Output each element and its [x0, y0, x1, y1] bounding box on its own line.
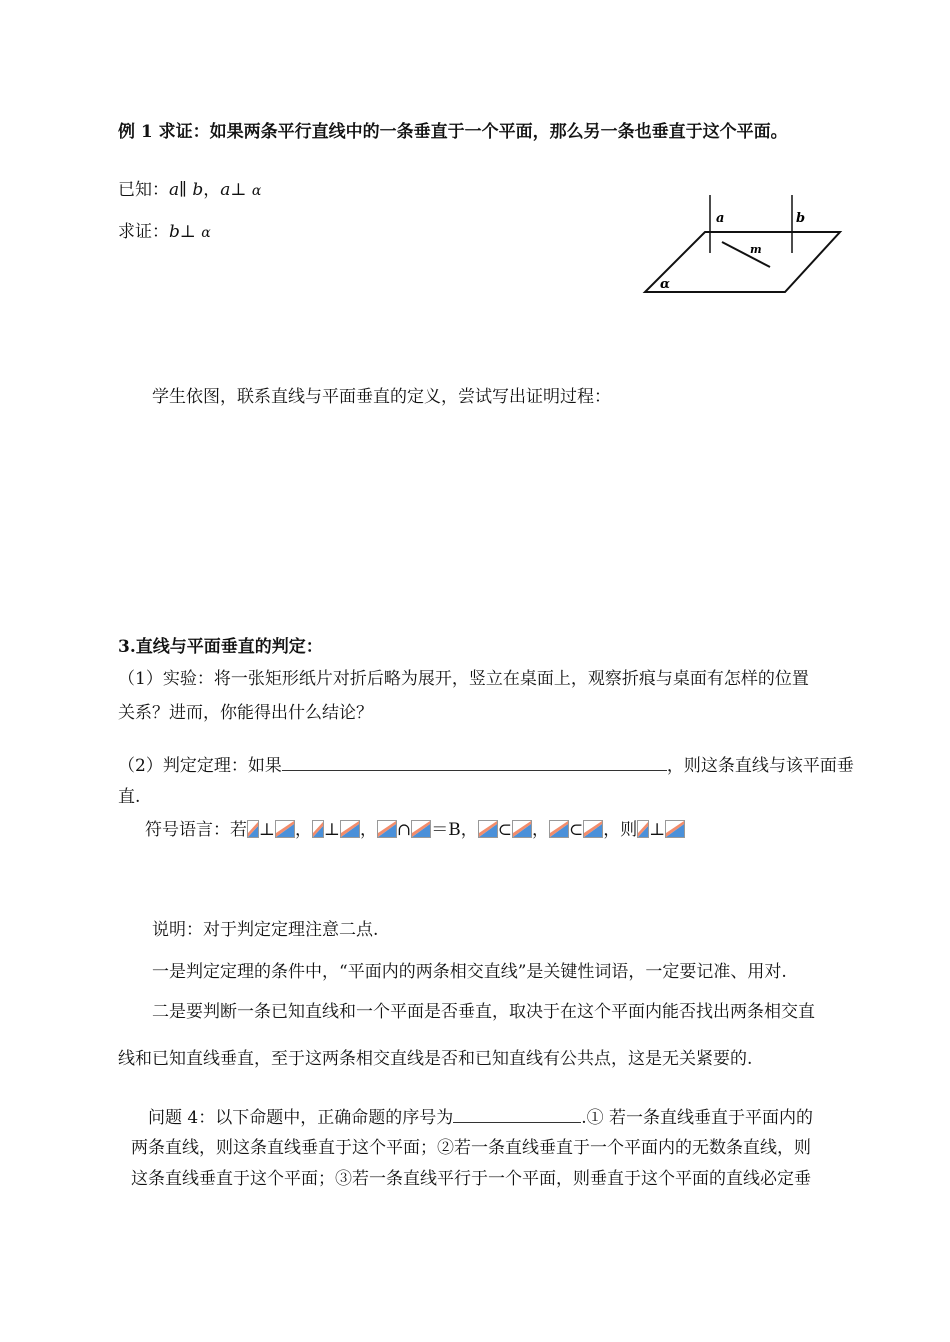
given-parallel: ∥	[179, 180, 187, 200]
prove-b: b	[169, 222, 180, 242]
given-b: b	[192, 180, 204, 200]
broken-image-icon	[340, 820, 360, 838]
symbol-language-line	[145, 818, 685, 842]
theorem-answer-blank[interactable]	[282, 752, 667, 771]
broken-image-icon	[411, 820, 431, 838]
broken-image-icon	[512, 820, 532, 838]
question4-prefix: 问题 4：以下命题中，正确命题的序号为	[148, 1108, 454, 1128]
figure-label-b: b	[796, 211, 806, 226]
question4-line-1	[148, 1104, 813, 1130]
cap-symbol: ∩	[397, 820, 412, 840]
comma: ，	[532, 820, 549, 840]
question4-line-2: 两条直线，则这条直线垂直于这个平面；②若一条直线垂直于一个平面内的无数条直线，则	[131, 1138, 811, 1158]
experiment-line-2: 关系？进而，你能得出什么结论？	[118, 703, 373, 723]
symbol-prefix: 符号语言：若	[145, 820, 247, 840]
perp-symbol: ⊥	[259, 820, 275, 840]
subset-symbol: ⊂	[497, 820, 512, 840]
given-alpha: α	[251, 183, 262, 199]
perp-symbol: ⊥	[324, 820, 340, 840]
broken-image-icon	[312, 820, 324, 838]
notes-point-2-line-2: 线和已知直线垂直，至于这两条相交直线是否和已知直线有公共点，这是无关紧要的.	[118, 1049, 753, 1069]
broken-image-icon	[275, 820, 295, 838]
theorem-prefix: （2）判定定理：如果	[118, 756, 282, 776]
theorem-suffix: ，则这条直线与该平面垂	[666, 756, 854, 776]
prove-perp: ⊥	[179, 222, 196, 242]
comma: ，	[603, 820, 621, 840]
broken-image-icon	[665, 820, 685, 838]
plane-perpendicular-lines-figure	[640, 195, 850, 300]
subset-symbol: ⊂	[569, 820, 584, 840]
theorem-line-2: 直.	[118, 787, 141, 807]
question4-after-blank: .① 若一条直线垂直于平面内的	[581, 1108, 814, 1128]
comma: ，	[295, 820, 312, 840]
notes-point-1: 一是判定定理的条件中，“平面内的两条相交直线”是关键性词语，一定要记准、用对.	[152, 962, 787, 982]
given-perp: ⊥	[230, 180, 247, 200]
prove-alpha: α	[201, 225, 211, 241]
broken-image-icon	[478, 820, 498, 838]
broken-image-icon	[583, 820, 603, 838]
notes-intro: 说明：对于判定定理注意二点.	[152, 920, 379, 940]
comma: ，	[460, 820, 478, 840]
broken-image-icon	[549, 820, 569, 838]
notes-point-2-line-1: 二是要判断一条已知直线和一个平面是否垂直，取决于在这个平面内能否找出两条相交直	[152, 1002, 815, 1022]
given-a: a	[169, 180, 180, 200]
figure-label-a: a	[716, 211, 725, 226]
given-a2: a	[220, 180, 231, 200]
prove-prefix: 求证：	[118, 222, 169, 242]
plane-alpha-shape	[645, 232, 840, 292]
broken-image-icon	[247, 820, 259, 838]
figure-label-m: m	[750, 243, 762, 256]
given-line	[118, 178, 261, 203]
comma: ，	[360, 820, 377, 840]
question4-answer-blank[interactable]	[453, 1104, 581, 1123]
given-prefix: 已知：	[118, 180, 169, 200]
question4-line-3: 这条直线垂直于这个平面；③若一条直线平行于一个平面，则垂直于这个平面的直线必定垂	[131, 1169, 811, 1189]
then-word: 则	[620, 820, 638, 840]
student-instruction: 学生依图，联系直线与平面垂直的定义，尝试写出证明过程：	[152, 387, 611, 407]
experiment-line-1: （1）实验：将一张矩形纸片对折后略为展开，竖立在桌面上，观察折痕与桌面有怎样的位置	[118, 669, 809, 689]
equals-b: ＝B	[431, 820, 461, 840]
section3-heading: 3.直线与平面垂直的判定：	[118, 637, 323, 657]
theorem-line	[118, 752, 854, 778]
given-sep: ，	[203, 180, 221, 200]
figure-label-alpha: α	[660, 277, 671, 292]
example-title: 例 1 求证：如果两条平行直线中的一条垂直于一个平面，那么另一条也垂直于这个平面。	[118, 122, 788, 142]
broken-image-icon	[377, 820, 397, 838]
line-m	[722, 242, 770, 267]
broken-image-icon	[637, 820, 649, 838]
prove-line	[118, 220, 211, 245]
perp-symbol: ⊥	[649, 820, 666, 840]
